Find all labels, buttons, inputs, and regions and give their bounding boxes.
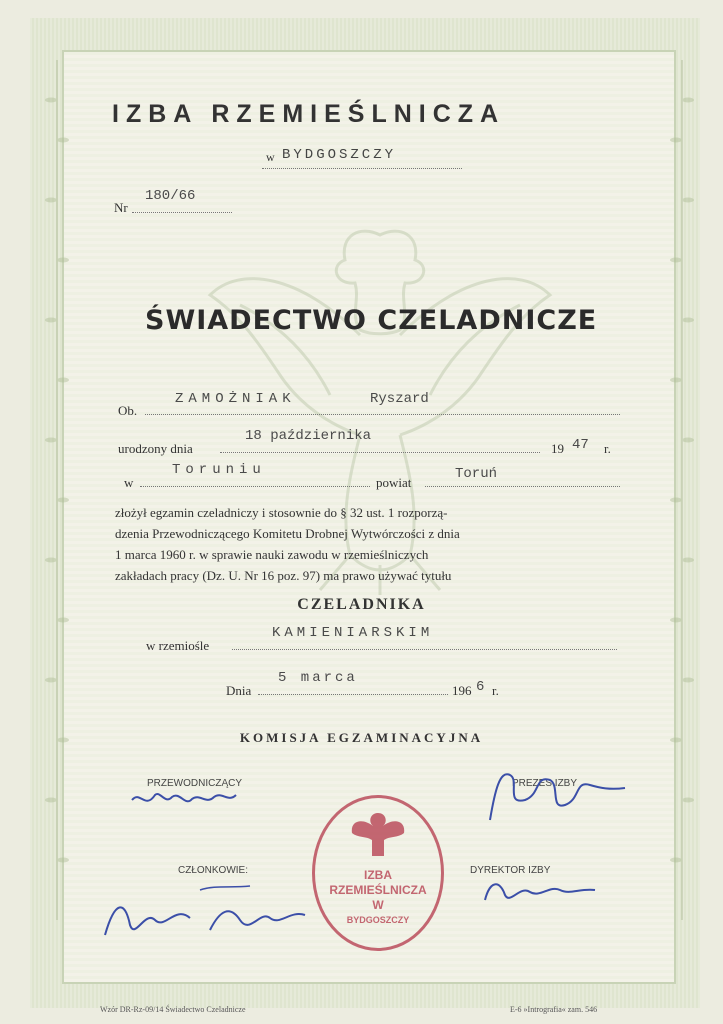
issue-year-digit: 6 (476, 679, 485, 695)
born-label: urodzony dnia (118, 441, 193, 456)
president-signature (480, 760, 630, 830)
trade: KAMIENIARSKIM (272, 625, 434, 641)
stamp-line: RZEMIEŚLNICZA (329, 883, 427, 897)
chairman-label: PRZEWODNICZĄCY (147, 778, 242, 789)
issue-year-prefix: 196 (452, 683, 472, 698)
trade-line (232, 649, 617, 650)
born-place: Toruniu (172, 462, 266, 478)
director-label: DYREKTOR IZBY (470, 865, 551, 876)
laurel-left-decoration (44, 60, 70, 920)
firstname: Ryszard (370, 391, 429, 407)
day-label: Dnia (226, 683, 252, 698)
stamp-line: BYDGOSZCZY (346, 915, 410, 925)
county-line (425, 486, 620, 487)
stamp-eagle-icon (348, 808, 408, 863)
title-awarded: CZELADNIKA (297, 596, 426, 613)
chamber-title: IZBA RZEMIEŚLNICZA (112, 100, 506, 128)
date-line (258, 694, 448, 695)
paragraph-line: złożył egzamin czeladniczy i stosownie do § 32 ust. 1 rozporzą- (115, 505, 448, 520)
chamber-stamp (312, 795, 444, 951)
place-label: w (124, 475, 134, 490)
county-label: powiat (376, 475, 412, 490)
certificate-heading: ŚWIADECTWO CZELADNICZE (145, 305, 598, 336)
city-line (262, 168, 462, 169)
number-label: Nr (114, 200, 128, 215)
city-name: BYDGOSZCZY (282, 147, 397, 163)
president-label: PREZES IZBY (512, 778, 578, 789)
stamp-line: IZBA (364, 868, 392, 882)
ob-label: Ob. (118, 403, 138, 418)
legal-paragraph (115, 502, 620, 586)
issue-date: 5 marca (278, 670, 358, 686)
footer-printer: E-6 »Intrografia« zam. 546 (510, 1005, 598, 1014)
footer-form-code: Wzór DR-Rz-09/14 Świadectwo Czeladnicze (100, 1005, 246, 1014)
commission-heading: KOMISJA EGZAMINACYJNA (239, 730, 484, 745)
ob-line (145, 414, 620, 415)
members-signatures (100, 880, 310, 950)
paragraph-line: dzenia Przewodniczącego Komitetu Drobnej Wytwórczości z dnia (115, 526, 460, 541)
director-signature (480, 870, 600, 910)
surname: ZAMOŻNIAK (175, 391, 296, 407)
number-line (132, 212, 232, 213)
year-suffix: r. (604, 441, 611, 456)
stamp-text (315, 868, 441, 928)
county: Toruń (455, 466, 498, 482)
chairman-signature (130, 785, 240, 815)
born-date: 18 października (245, 428, 372, 444)
issue-year-suffix: r. (492, 683, 499, 698)
city-prefix: w (266, 150, 275, 164)
born-year: 47 (572, 437, 589, 453)
place-line (140, 486, 370, 487)
trade-label: w rzemiośle (146, 638, 210, 653)
laurel-right-decoration (669, 60, 695, 920)
stamp-line: W (372, 898, 384, 912)
certificate-number: 180/66 (145, 188, 196, 204)
born-line (220, 452, 540, 453)
year-prefix: 19 (551, 441, 564, 456)
members-label: CZŁONKOWIE: (178, 865, 249, 876)
paragraph-line: zakładach pracy (Dz. U. Nr 16 poz. 97) ma prawo używać tytułu (115, 568, 452, 583)
paragraph-line: 1 marca 1960 r. w sprawie nauki zawodu w rzemieślniczych (115, 547, 429, 562)
